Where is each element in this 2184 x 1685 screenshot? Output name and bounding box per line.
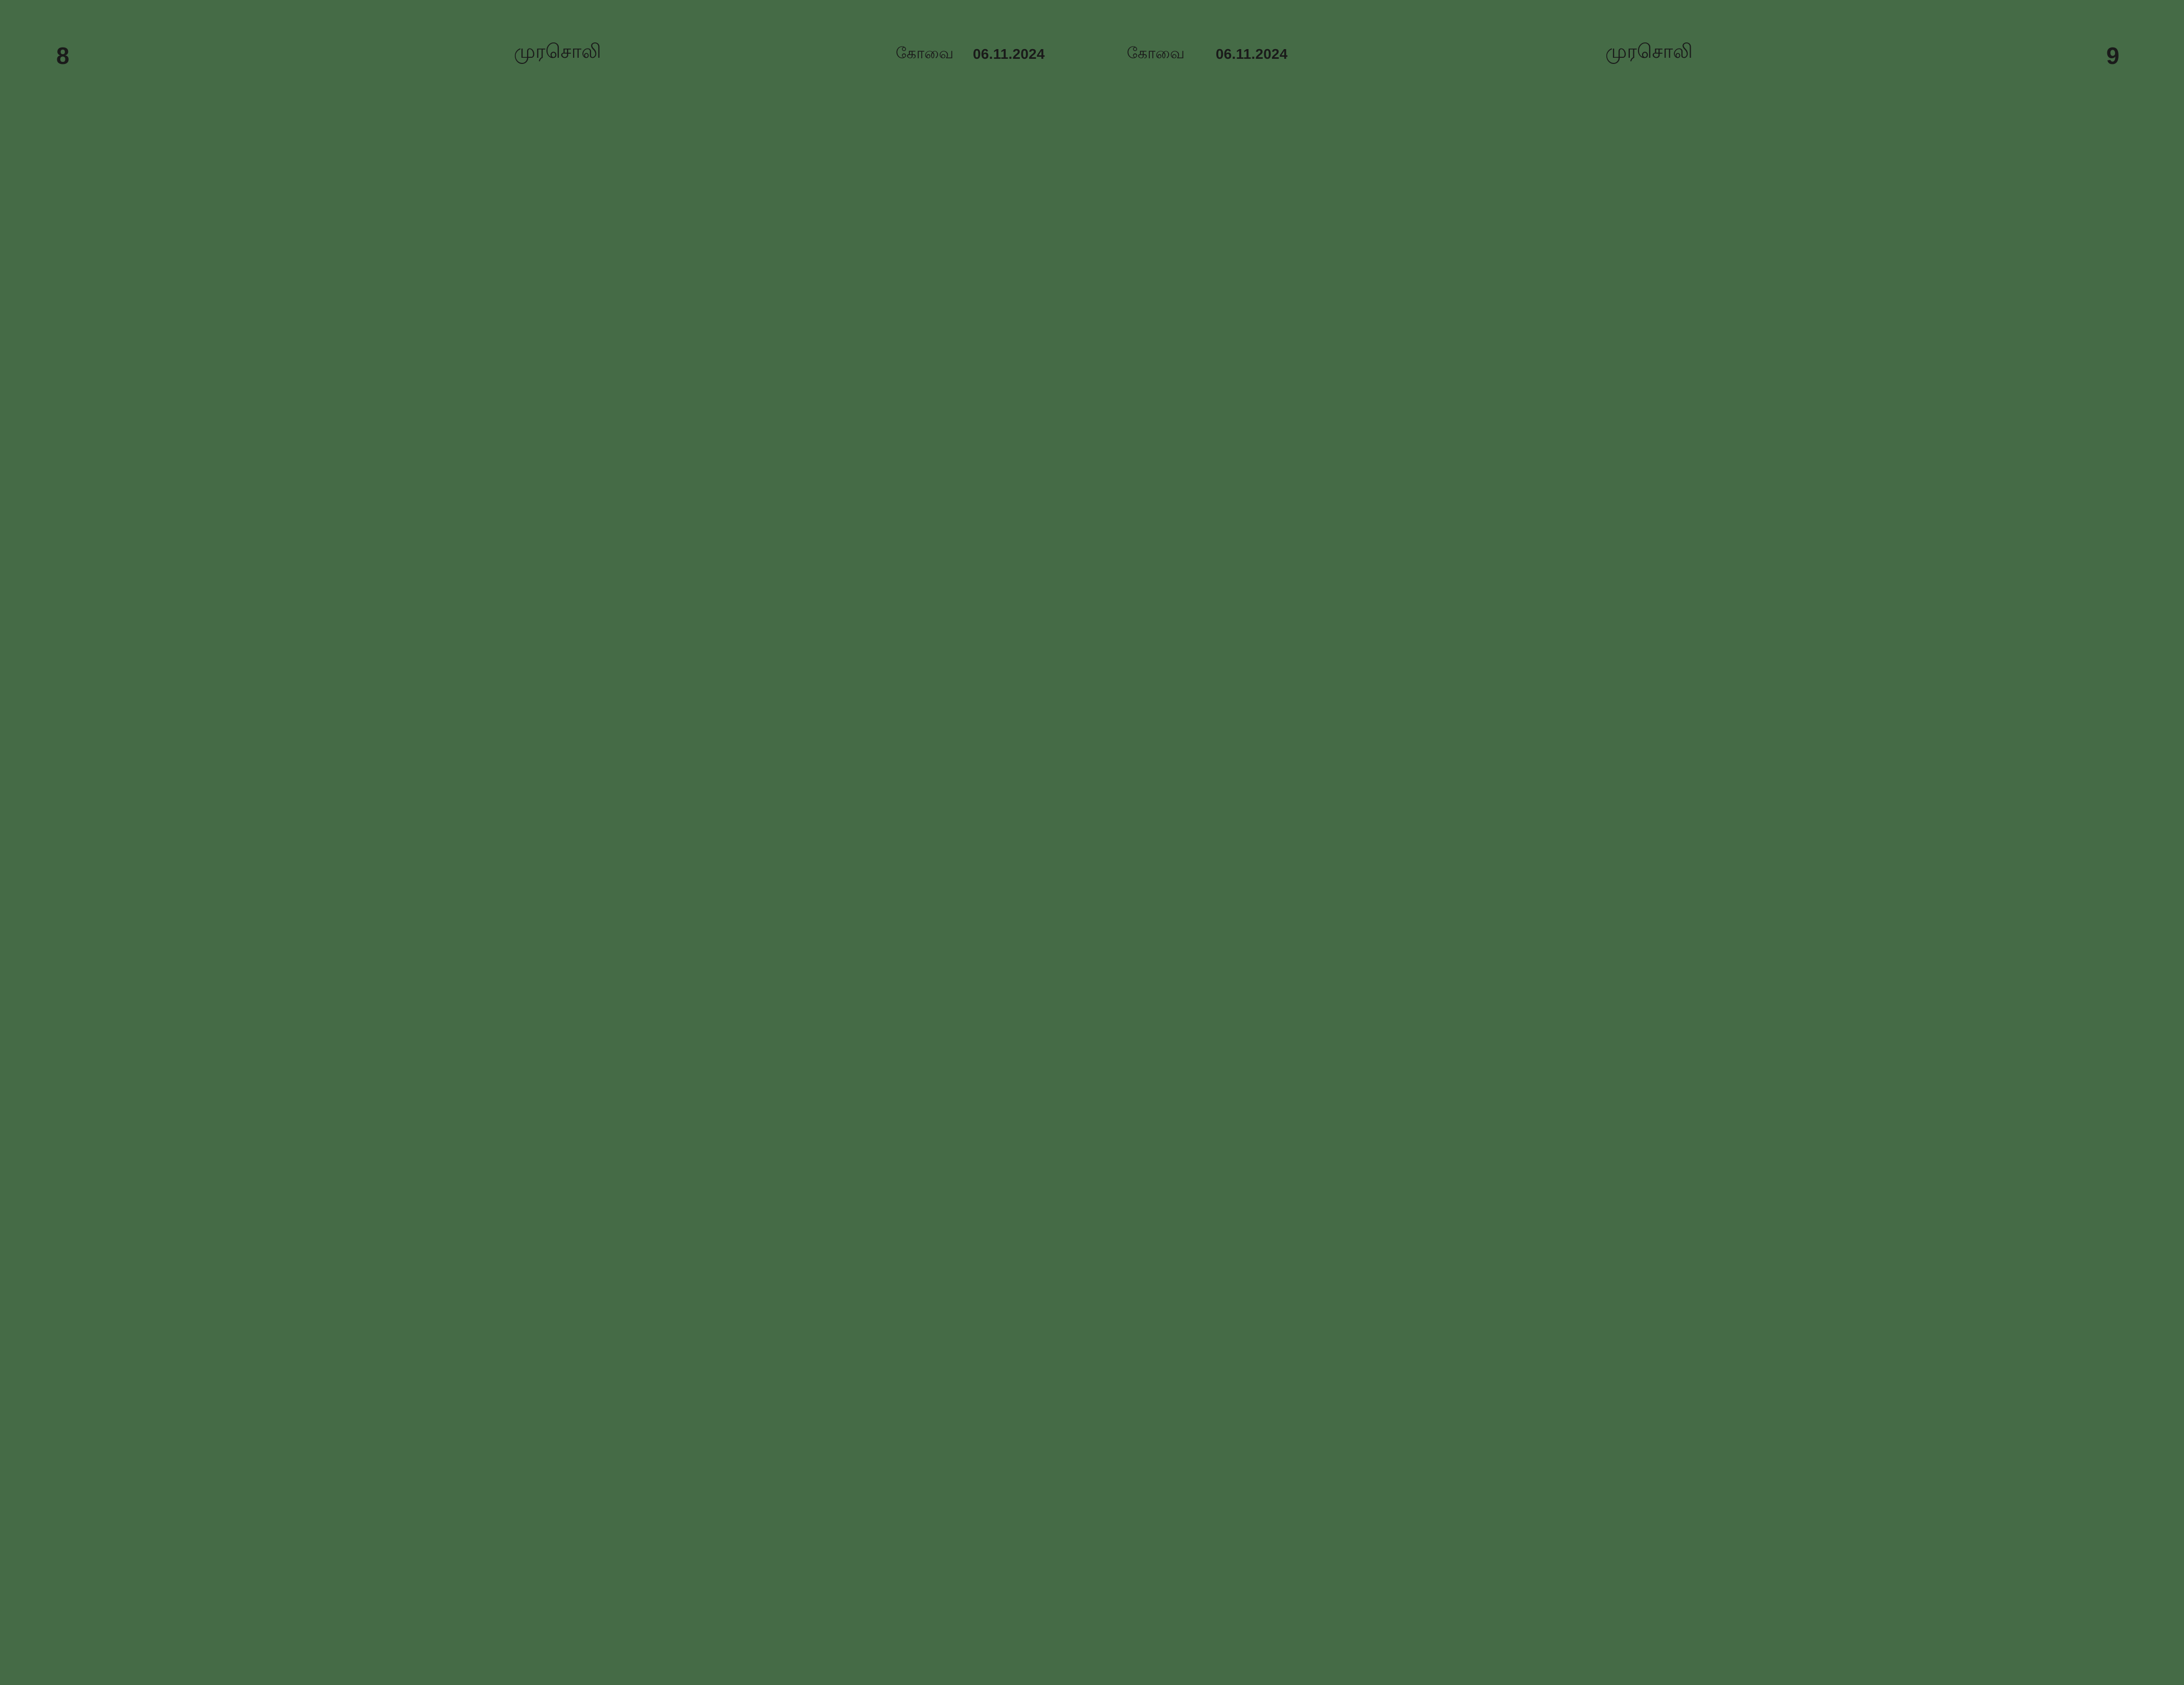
right-page-folio-number: 9	[2106, 42, 2120, 69]
left-page-date: 06.11.2024	[973, 46, 1045, 62]
page-gutter-divider	[1091, 97, 1093, 1685]
page-body-area	[0, 97, 2184, 1685]
right-page-date: 06.11.2024	[1216, 46, 1288, 62]
left-page-folio-number: 8	[56, 42, 70, 69]
left-page-edition-place: கோவை	[896, 45, 954, 62]
right-page-masthead: முரசொலி	[1605, 41, 1693, 62]
left-page-masthead: முரசொலி	[514, 41, 601, 62]
page-header-band	[0, 0, 2184, 97]
right-page-edition-place: கோவை	[1127, 45, 1185, 62]
